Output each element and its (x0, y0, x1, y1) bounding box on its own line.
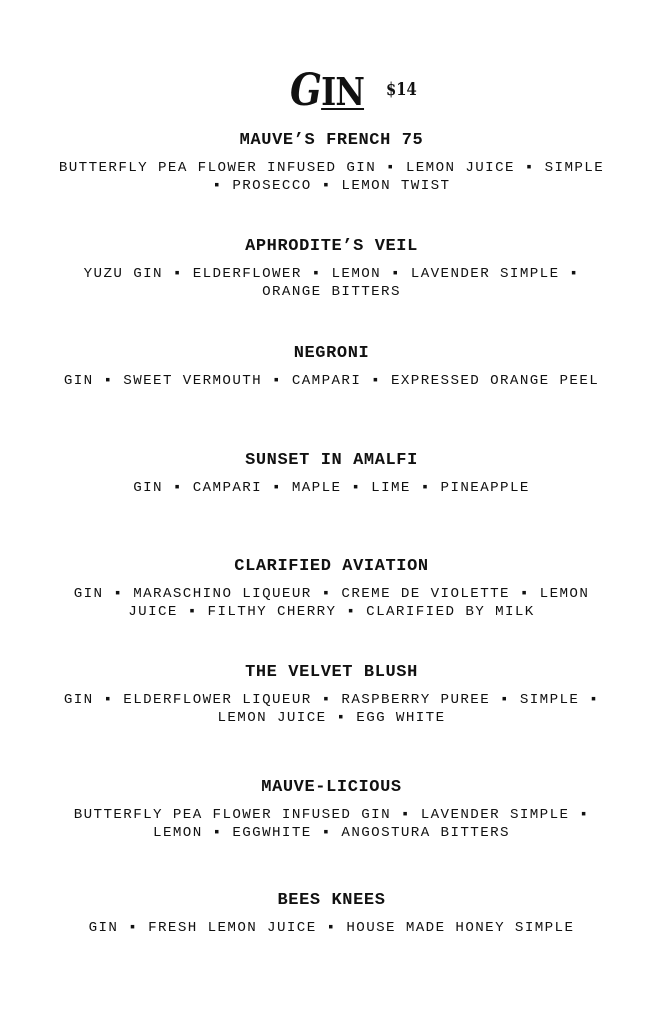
section-title (290, 66, 364, 117)
item-ingredients: YUZU GIN ▪ ELDERFLOWER ▪ LEMON ▪ LAVENDER SIMPLE ▪ ORANGE BITTERS (83, 266, 580, 300)
item-name: MAUVE-LICIOUS (261, 778, 402, 797)
item-name: APHRODITE’S VEIL (245, 237, 418, 256)
section-price: $14 (386, 79, 417, 100)
item-name: MAUVE’S FRENCH 75 (239, 131, 424, 150)
menu-item-sunset-in-amalfi (0, 451, 663, 497)
item-ingredients: GIN ▪ ELDERFLOWER LIQUEUR ▪ RASPBERRY PUREE ▪ SIMPLE ▪ LEMON JUICE ▪ EGG WHITE (63, 692, 600, 726)
menu-item-aphrodites-veil (0, 237, 663, 301)
menu-item-negroni (0, 344, 663, 390)
menu-item-bees-knees (0, 891, 663, 937)
item-name: CLARIFIED AVIATION (234, 557, 429, 576)
item-ingredients: GIN ▪ SWEET VERMOUTH ▪ CAMPARI ▪ EXPRESSED ORANGE PEEL (63, 373, 600, 389)
item-name: BEES KNEES (277, 891, 386, 910)
item-ingredients: GIN ▪ MARASCHINO LIQUEUR ▪ CREME DE VIOLETTE ▪ LEMON JUICE ▪ FILTHY CHERRY ▪ CLARIFIED BY MILK (73, 586, 590, 620)
item-name: THE VELVET BLUSH (245, 663, 418, 682)
item-ingredients: BUTTERFLY PEA FLOWER INFUSED GIN ▪ LEMON JUICE ▪ SIMPLE ▪ PROSECCO ▪ LEMON TWIST (58, 160, 605, 194)
menu-header (0, 62, 663, 122)
item-ingredients: GIN ▪ FRESH LEMON JUICE ▪ HOUSE MADE HONEY SIMPLE (88, 920, 575, 936)
menu-item-clarified-aviation (0, 557, 663, 621)
section-title-rest: IN (321, 69, 365, 114)
section-title-initial: G (290, 65, 322, 116)
item-name: NEGRONI (293, 344, 370, 363)
item-ingredients: GIN ▪ CAMPARI ▪ MAPLE ▪ LIME ▪ PINEAPPLE (133, 480, 530, 496)
item-ingredients: BUTTERFLY PEA FLOWER INFUSED GIN ▪ LAVENDER SIMPLE ▪ LEMON ▪ EGGWHITE ▪ ANGOSTURA BITTERS (73, 807, 590, 841)
menu-item-mauve-licious (0, 778, 663, 842)
item-name: SUNSET IN AMALFI (245, 451, 418, 470)
menu-item-the-velvet-blush (0, 663, 663, 727)
menu-item-mauves-french-75 (0, 131, 663, 195)
